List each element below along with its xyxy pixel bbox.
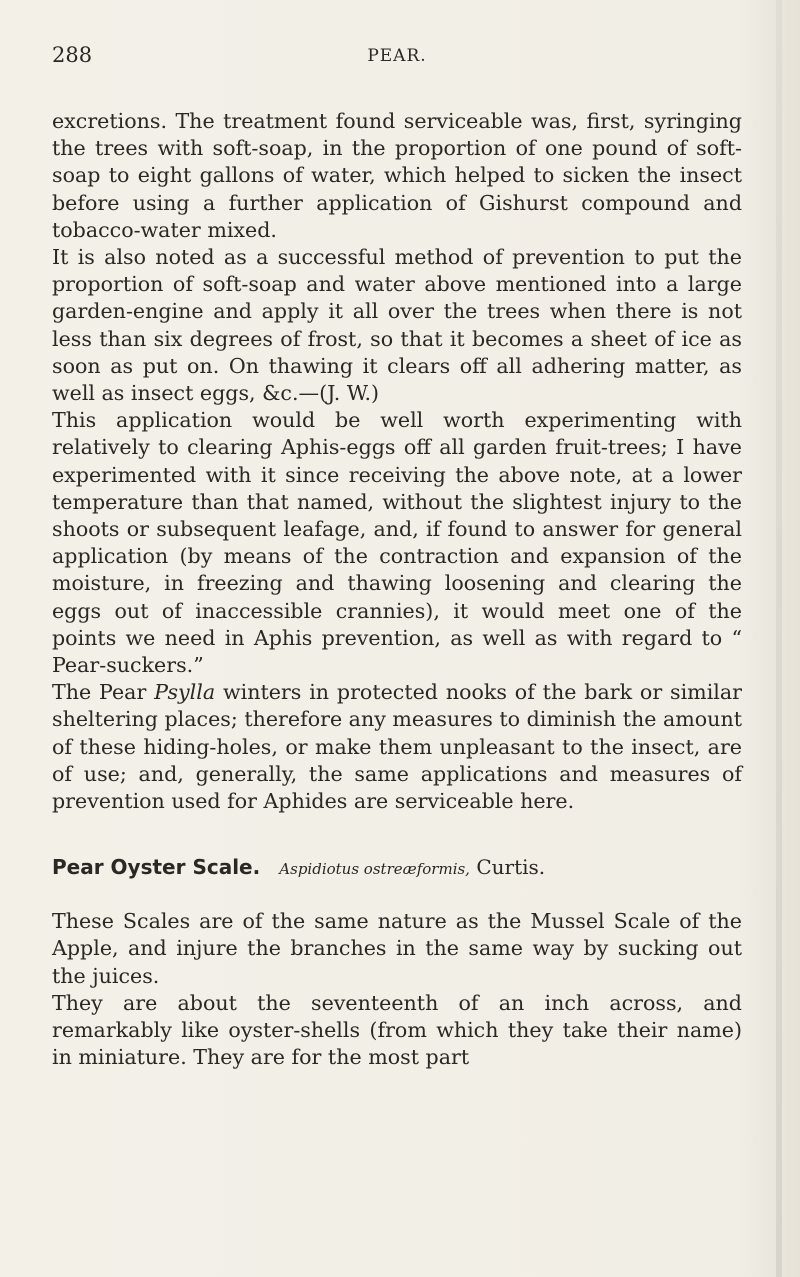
paragraph-scales-size: They are about the seventeenth of an inch across, and remarkably like oyster-shells (from which they take their name) in miniature. They are for the most part <box>52 990 742 1070</box>
section-heading <box>52 854 742 882</box>
psylla-text-after: winters in protected nooks of the bark or similar sheltering places; therefore any measures to diminish the amount of these hiding-holes, or make them unpleasant to the insect, are of use; and, generally, the same applications and measures of prevention used for Aphides are serviceable here. <box>52 680 742 814</box>
psylla-text-before: The Pear <box>52 680 155 705</box>
running-title: PEAR. <box>367 46 427 66</box>
psylla-italic: Psylla <box>154 680 216 705</box>
section-authority: Curtis. <box>476 855 546 880</box>
section-latin-name: Aspidiotus ostreæformis, <box>279 860 470 879</box>
paragraph-psylla <box>52 679 742 815</box>
paragraph-application: This application would be well worth experimenting with relatively to clearing Aphis-eggs off all garden fruit-trees; I have experimented with it since receiving the above note, at a lower temperature than that named, without the slightest injury to the shoots or subsequent leafage, and, if found to answer for general application (by means of the contraction and expansion of the moisture, in freezing and thawing loosening and clearing the eggs out of inaccessible crannies), it would meet one of the points we need in Aphis prevention, as well as with regard to “ Pear-suckers.” <box>52 408 742 678</box>
paragraph-scales-nature: These Scales are of the same nature as the Mussel Scale of the Apple, and injure the branches in the same way by sucking out the juices. <box>52 909 742 988</box>
paragraph-excretions: excretions. The treatment found serviceable was, first, syringing the trees with soft-soap, in the proportion of one pound of soft-soap to eight gallons of water, which helped to sicken the insect before using a further application of Gishurst compound and tobacco-water mixed. <box>52 109 742 242</box>
paragraph-prevention: It is also noted as a successful method of prevention to put the proportion of soft-soap and water above mentioned into a large garden-engine and apply it all over the trees when there is not less than six degrees of frost, so that it becomes a sheet of ice as soon as put on. On thawing it clears off all adhering matter, as well as insect eggs, &c.—(J. W.) <box>52 245 742 406</box>
page-number: 288 <box>52 43 93 67</box>
page-edge-shadow <box>776 0 782 1277</box>
page-body <box>52 108 742 1072</box>
page-header <box>52 43 742 73</box>
section-title: Pear Oyster Scale. <box>52 855 261 880</box>
